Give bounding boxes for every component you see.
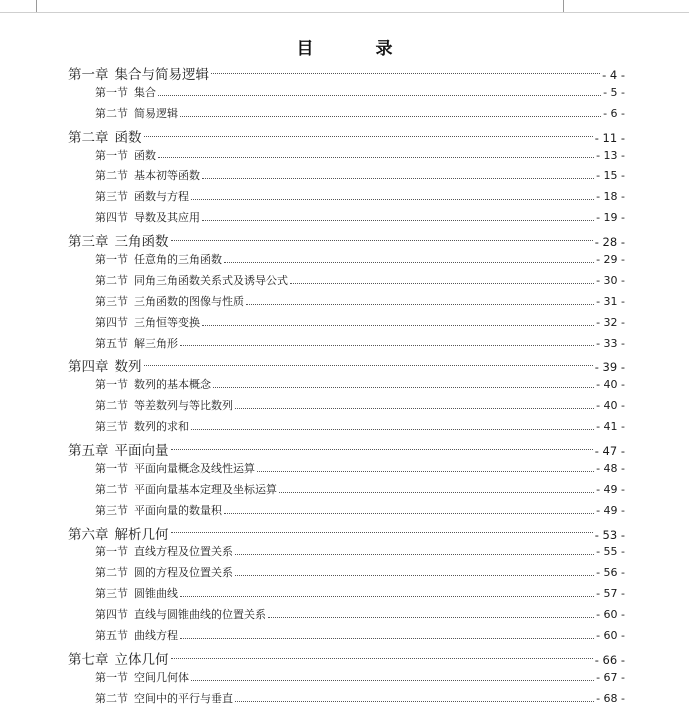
toc-section-entry[interactable] xyxy=(68,564,625,585)
toc-page-number: - 18 - xyxy=(596,190,625,204)
toc-entry-number: 第一节 xyxy=(95,670,128,684)
toc-entry-label xyxy=(95,188,189,204)
toc-heading-left: 目 xyxy=(296,39,314,59)
toc-entry-number: 第二节 xyxy=(95,482,128,496)
toc-section-entry[interactable] xyxy=(68,460,625,481)
toc-page-number: - 39 - xyxy=(594,360,625,375)
toc-entry-number: 第三章 xyxy=(68,234,109,251)
dot-leader xyxy=(235,553,594,555)
toc-entry-title: 数列 xyxy=(114,359,142,376)
dot-leader xyxy=(171,448,593,450)
dot-leader xyxy=(191,679,594,681)
toc-chapter-entry[interactable] xyxy=(68,523,625,544)
toc-entry-title: 任意角的三角函数 xyxy=(134,253,222,267)
toc-entry-title: 函数与方程 xyxy=(134,190,189,204)
toc-entry-title: 函数 xyxy=(134,148,156,162)
toc-page-number: - 13 - xyxy=(596,148,625,162)
toc-chapter-entry[interactable] xyxy=(68,648,625,669)
toc-entry-label xyxy=(68,126,142,146)
toc-entry-title: 基本初等函数 xyxy=(134,169,200,183)
toc-entry-number: 第一节 xyxy=(95,545,128,559)
toc-entry-number: 第五节 xyxy=(95,629,128,643)
toc-page-number: - 5 - xyxy=(603,85,625,99)
page-top-border xyxy=(0,12,689,13)
toc-chapter-entry[interactable] xyxy=(68,126,625,147)
toc-entry-number: 第四章 xyxy=(68,359,109,376)
toc-page-number: - 29 - xyxy=(596,253,625,267)
toc-page-number: - 49 - xyxy=(596,503,625,517)
toc-entry-number: 第三节 xyxy=(95,294,128,308)
toc-entry-label xyxy=(95,669,189,685)
dot-leader xyxy=(158,156,594,158)
dot-leader xyxy=(158,94,601,96)
table-of-contents xyxy=(68,63,625,711)
toc-page-number: - 67 - xyxy=(596,670,625,684)
toc-section-entry[interactable] xyxy=(68,606,625,627)
toc-section-entry[interactable] xyxy=(68,251,625,272)
toc-page-number: - 30 - xyxy=(596,273,625,287)
toc-entry-label xyxy=(68,439,169,459)
toc-section-entry[interactable] xyxy=(68,418,625,439)
toc-page-number: - 60 - xyxy=(596,608,625,622)
toc-entry-title: 空间几何体 xyxy=(134,670,189,684)
toc-entry-title: 解析几何 xyxy=(114,526,169,543)
toc-section-entry[interactable] xyxy=(68,209,625,230)
toc-entry-number: 第一节 xyxy=(95,461,128,475)
toc-entry-number: 第一节 xyxy=(95,148,128,162)
toc-entry-number: 第五节 xyxy=(95,336,128,350)
toc-page-number: - 48 - xyxy=(596,461,625,475)
toc-entry-title: 直线方程及位置关系 xyxy=(134,545,233,559)
toc-entry-title: 集合 xyxy=(134,85,156,99)
toc-entry-label xyxy=(95,690,233,706)
dot-leader xyxy=(144,135,593,137)
toc-section-entry[interactable] xyxy=(68,543,625,564)
toc-entry-label xyxy=(95,84,156,100)
toc-section-entry[interactable] xyxy=(68,147,625,168)
toc-section-entry[interactable] xyxy=(68,293,625,314)
toc-entry-title: 平面向量概念及线性运算 xyxy=(134,461,255,475)
dot-leader xyxy=(279,491,594,493)
toc-page-number: - 28 - xyxy=(594,235,625,250)
dot-leader xyxy=(235,407,594,409)
toc-page-number: - 57 - xyxy=(596,587,625,601)
right-margin-crop-mark xyxy=(563,0,578,12)
dot-leader xyxy=(257,470,594,472)
toc-page-number: - 53 - xyxy=(594,527,625,542)
toc-entry-title: 三角恒等变换 xyxy=(134,315,200,329)
dot-leader xyxy=(180,115,601,117)
toc-entry-title: 同角三角函数关系式及诱导公式 xyxy=(134,273,288,287)
toc-entry-number: 第五章 xyxy=(68,443,109,460)
toc-entry-number: 第三节 xyxy=(95,190,128,204)
toc-entry-number: 第六章 xyxy=(68,526,109,543)
toc-chapter-entry[interactable] xyxy=(68,63,625,84)
toc-page-number: - 40 - xyxy=(596,399,625,413)
toc-entry-label xyxy=(95,481,277,497)
toc-entry-label xyxy=(95,585,178,601)
dot-leader xyxy=(191,198,594,200)
toc-entry-label xyxy=(95,397,233,413)
toc-entry-number: 第二节 xyxy=(95,169,128,183)
toc-entry-title: 解三角形 xyxy=(134,336,178,350)
toc-entry-number: 第二节 xyxy=(95,273,128,287)
toc-page-number: - 15 - xyxy=(596,169,625,183)
toc-section-entry[interactable] xyxy=(68,84,625,105)
toc-entry-label xyxy=(95,418,189,434)
toc-heading-right: 录 xyxy=(375,39,393,59)
toc-entry-number: 第三节 xyxy=(95,587,128,601)
toc-section-entry[interactable] xyxy=(68,669,625,690)
dot-leader xyxy=(224,261,594,263)
toc-entry-number: 第七章 xyxy=(68,651,109,668)
toc-page-number: - 56 - xyxy=(596,566,625,580)
toc-chapter-entry[interactable] xyxy=(68,439,625,460)
dot-leader xyxy=(180,344,594,346)
toc-page-number: - 31 - xyxy=(596,294,625,308)
toc-entry-label xyxy=(68,63,209,83)
toc-page-number: - 49 - xyxy=(596,482,625,496)
dot-leader xyxy=(290,282,594,284)
toc-entry-label xyxy=(95,543,233,559)
toc-entry-label xyxy=(95,314,200,330)
toc-section-entry[interactable] xyxy=(68,397,625,418)
toc-entry-number: 第三节 xyxy=(95,420,128,434)
toc-entry-number: 第四节 xyxy=(95,315,128,329)
toc-entry-label xyxy=(95,460,255,476)
toc-page-number: - 55 - xyxy=(596,545,625,559)
toc-entry-title: 曲线方程 xyxy=(134,629,178,643)
toc-entry-label xyxy=(95,251,222,267)
toc-section-entry[interactable] xyxy=(68,585,625,606)
toc-entry-label xyxy=(95,147,156,163)
toc-section-entry[interactable] xyxy=(68,335,625,356)
toc-entry-label xyxy=(68,230,169,250)
toc-entry-number: 第三节 xyxy=(95,503,128,517)
toc-entry-title: 圆的方程及位置关系 xyxy=(134,566,233,580)
toc-entry-title: 三角函数 xyxy=(114,234,169,251)
toc-page-number: - 33 - xyxy=(596,336,625,350)
toc-entry-title: 直线与圆锥曲线的位置关系 xyxy=(134,608,266,622)
toc-entry-title: 平面向量基本定理及坐标运算 xyxy=(134,482,277,496)
toc-entry-label xyxy=(95,376,211,392)
dot-leader xyxy=(224,512,594,514)
toc-entry-title: 导数及其应用 xyxy=(134,211,200,225)
dot-leader xyxy=(171,531,593,533)
dot-leader xyxy=(213,386,594,388)
toc-entry-label xyxy=(68,648,169,668)
toc-entry-title: 空间中的平行与垂直 xyxy=(134,691,233,705)
toc-section-entry[interactable] xyxy=(68,690,625,711)
toc-entry-number: 第二节 xyxy=(95,566,128,580)
toc-entry-number: 第一节 xyxy=(95,253,128,267)
toc-entry-label xyxy=(95,335,178,351)
toc-entry-title: 立体几何 xyxy=(114,651,169,668)
toc-entry-title: 数列的求和 xyxy=(134,420,189,434)
dot-leader xyxy=(180,595,594,597)
dot-leader xyxy=(202,177,594,179)
toc-chapter-entry[interactable] xyxy=(68,355,625,376)
toc-page-number: - 66 - xyxy=(594,652,625,667)
toc-entry-label xyxy=(68,355,142,375)
toc-entry-title: 三角函数的图像与性质 xyxy=(134,294,244,308)
toc-entry-title: 平面向量的数量积 xyxy=(134,503,222,517)
toc-page-number: - 32 - xyxy=(596,315,625,329)
dot-leader xyxy=(202,324,594,326)
toc-page-number: - 11 - xyxy=(594,130,625,145)
toc-entry-label xyxy=(95,167,200,183)
dot-leader xyxy=(171,239,593,241)
toc-entry-number: 第四节 xyxy=(95,608,128,622)
toc-page-number: - 41 - xyxy=(596,420,625,434)
toc-entry-label xyxy=(95,627,178,643)
toc-section-entry[interactable] xyxy=(68,481,625,502)
toc-entry-label xyxy=(95,105,178,121)
dot-leader xyxy=(202,219,594,221)
toc-section-entry[interactable] xyxy=(68,105,625,126)
toc-entry-label xyxy=(95,209,200,225)
dot-leader xyxy=(268,616,594,618)
dot-leader xyxy=(180,637,594,639)
toc-entry-label xyxy=(95,606,266,622)
toc-entry-number: 第二章 xyxy=(68,129,109,146)
toc-chapter-entry[interactable] xyxy=(68,230,625,251)
toc-section-entry[interactable] xyxy=(68,167,625,188)
toc-entry-title: 函数 xyxy=(114,129,142,146)
toc-entry-title: 集合与简易逻辑 xyxy=(114,67,209,83)
toc-entry-title: 数列的基本概念 xyxy=(134,378,211,392)
toc-entry-number: 第一节 xyxy=(95,85,128,99)
toc-page-number: - 68 - xyxy=(596,691,625,705)
toc-entry-title: 简易逻辑 xyxy=(134,106,178,120)
toc-entry-title: 等差数列与等比数列 xyxy=(134,399,233,413)
toc-entry-label xyxy=(95,564,233,580)
toc-section-entry[interactable] xyxy=(68,314,625,335)
toc-entry-label xyxy=(95,502,222,518)
dot-leader xyxy=(211,72,600,74)
dot-leader xyxy=(144,364,593,366)
dot-leader xyxy=(171,657,593,659)
toc-entry-number: 第二节 xyxy=(95,691,128,705)
toc-entry-number: 第一章 xyxy=(68,67,109,83)
toc-entry-title: 平面向量 xyxy=(114,443,169,460)
toc-page-number: - 6 - xyxy=(603,106,625,120)
toc-entry-number: 第二节 xyxy=(95,106,128,120)
toc-entry-number: 第二节 xyxy=(95,399,128,413)
toc-page-number: - 47 - xyxy=(594,444,625,459)
dot-leader xyxy=(235,574,594,576)
toc-page-number: - 40 - xyxy=(596,378,625,392)
toc-page-number: - 4 - xyxy=(602,68,625,82)
dot-leader xyxy=(191,428,594,430)
toc-entry-label xyxy=(68,523,169,543)
toc-section-entry[interactable] xyxy=(68,272,625,293)
left-margin-crop-mark xyxy=(22,0,37,12)
toc-entry-label xyxy=(95,272,288,288)
toc-page-number: - 60 - xyxy=(596,629,625,643)
toc-heading xyxy=(0,34,689,59)
toc-section-entry[interactable] xyxy=(68,502,625,523)
toc-section-entry[interactable] xyxy=(68,627,625,648)
toc-entry-number: 第一节 xyxy=(95,378,128,392)
toc-section-entry[interactable] xyxy=(68,188,625,209)
dot-leader xyxy=(246,303,594,305)
toc-section-entry[interactable] xyxy=(68,376,625,397)
toc-entry-title: 圆锥曲线 xyxy=(134,587,178,601)
toc-page-number: - 19 - xyxy=(596,211,625,225)
toc-entry-label xyxy=(95,293,244,309)
toc-entry-number: 第四节 xyxy=(95,211,128,225)
